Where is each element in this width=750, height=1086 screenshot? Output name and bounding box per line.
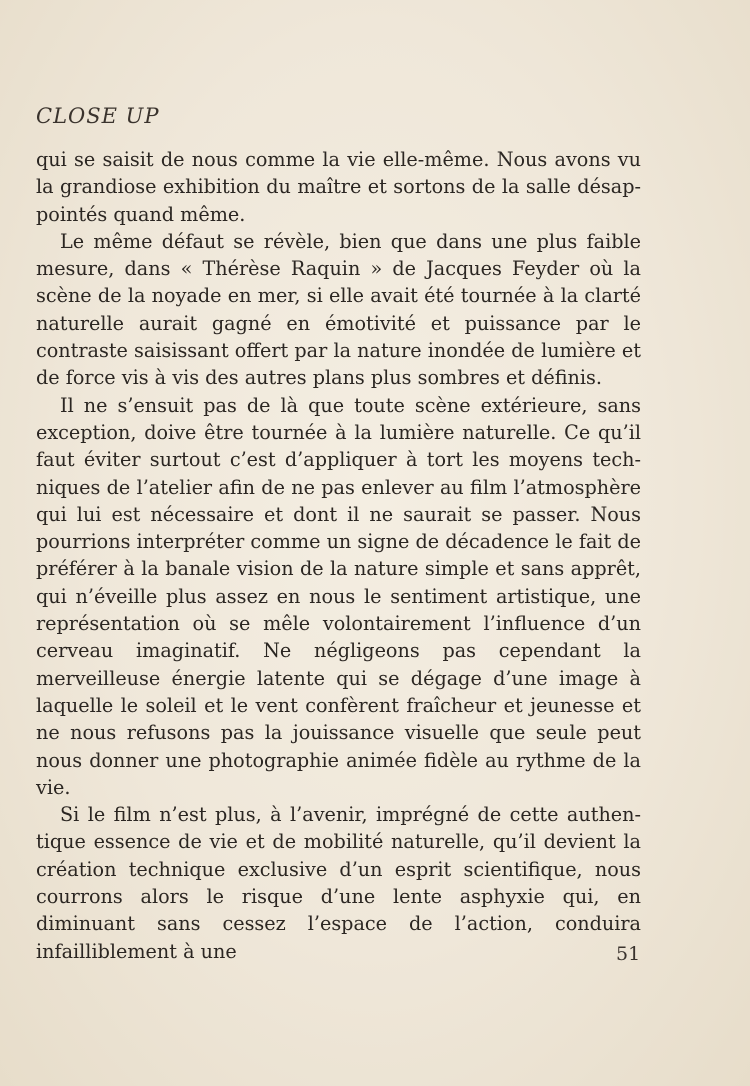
paragraph-1: qui se saisit de nous comme la vie elle-même. Nous avons vu la grandiose exhibition du maître et sortons de la salle désappointés quand même. [36, 148, 641, 226]
page-number: 51 [616, 943, 641, 965]
running-head: CLOSE UP [36, 104, 160, 128]
paragraph-2: Le même défaut se révèle, bien que dans une plus faible mesure, dans « Thérèse Raquin » de Jacques Feyder où la scène de la noyade en mer, si elle avait été tournée à la clarté naturelle aurait gagné en émotivité et puissance par le contraste saisissant offert par la nature inondée de lumière et de force vis à vis des autres plans plus sombres et définis. [36, 229, 641, 390]
paragraph-4: Si le film n’est plus, à l’avenir, imprégné de cette authentique essence de vie et de mobilité naturelle, qu’il devient la création technique exclusive d’un esprit scientifique, nous courrons alors le risque d’une lente asphyxie qui, en diminuant sans cessez l’espace de l’action, conduira infailliblement à une [36, 803, 641, 963]
paragraph-3: Il ne s’ensuit pas de là que toute scène extérieure, sans exception, doive être tournée à la lumière naturelle. Ce qu’il faut éviter surtout c’est d’appliquer à tort les moyens techniques de l’atelier afin de ne pas enlever au film l’atmosphère qui lui est nécessaire et dont il ne saurait se passer. Nous pourrions interpréter comme un signe de décadence le fait de préférer à la banale vision de la nature simple et sans apprêt, qui n’éveille plus assez en nous le sentiment artistique, une représentation où se mêle volontairement l’influence d’un cerveau imaginatif. Ne négligeons pas cependant la merveilleuse énergie latente qui se dégage d’une image à laquelle le soleil et le vent confèrent fraîcheur et jeunesse et ne nous refusons pas la jouissance visuelle que seule peut nous donner une photographie animée fidèle au rythme de la vie. [36, 393, 641, 799]
body-text [36, 146, 641, 965]
